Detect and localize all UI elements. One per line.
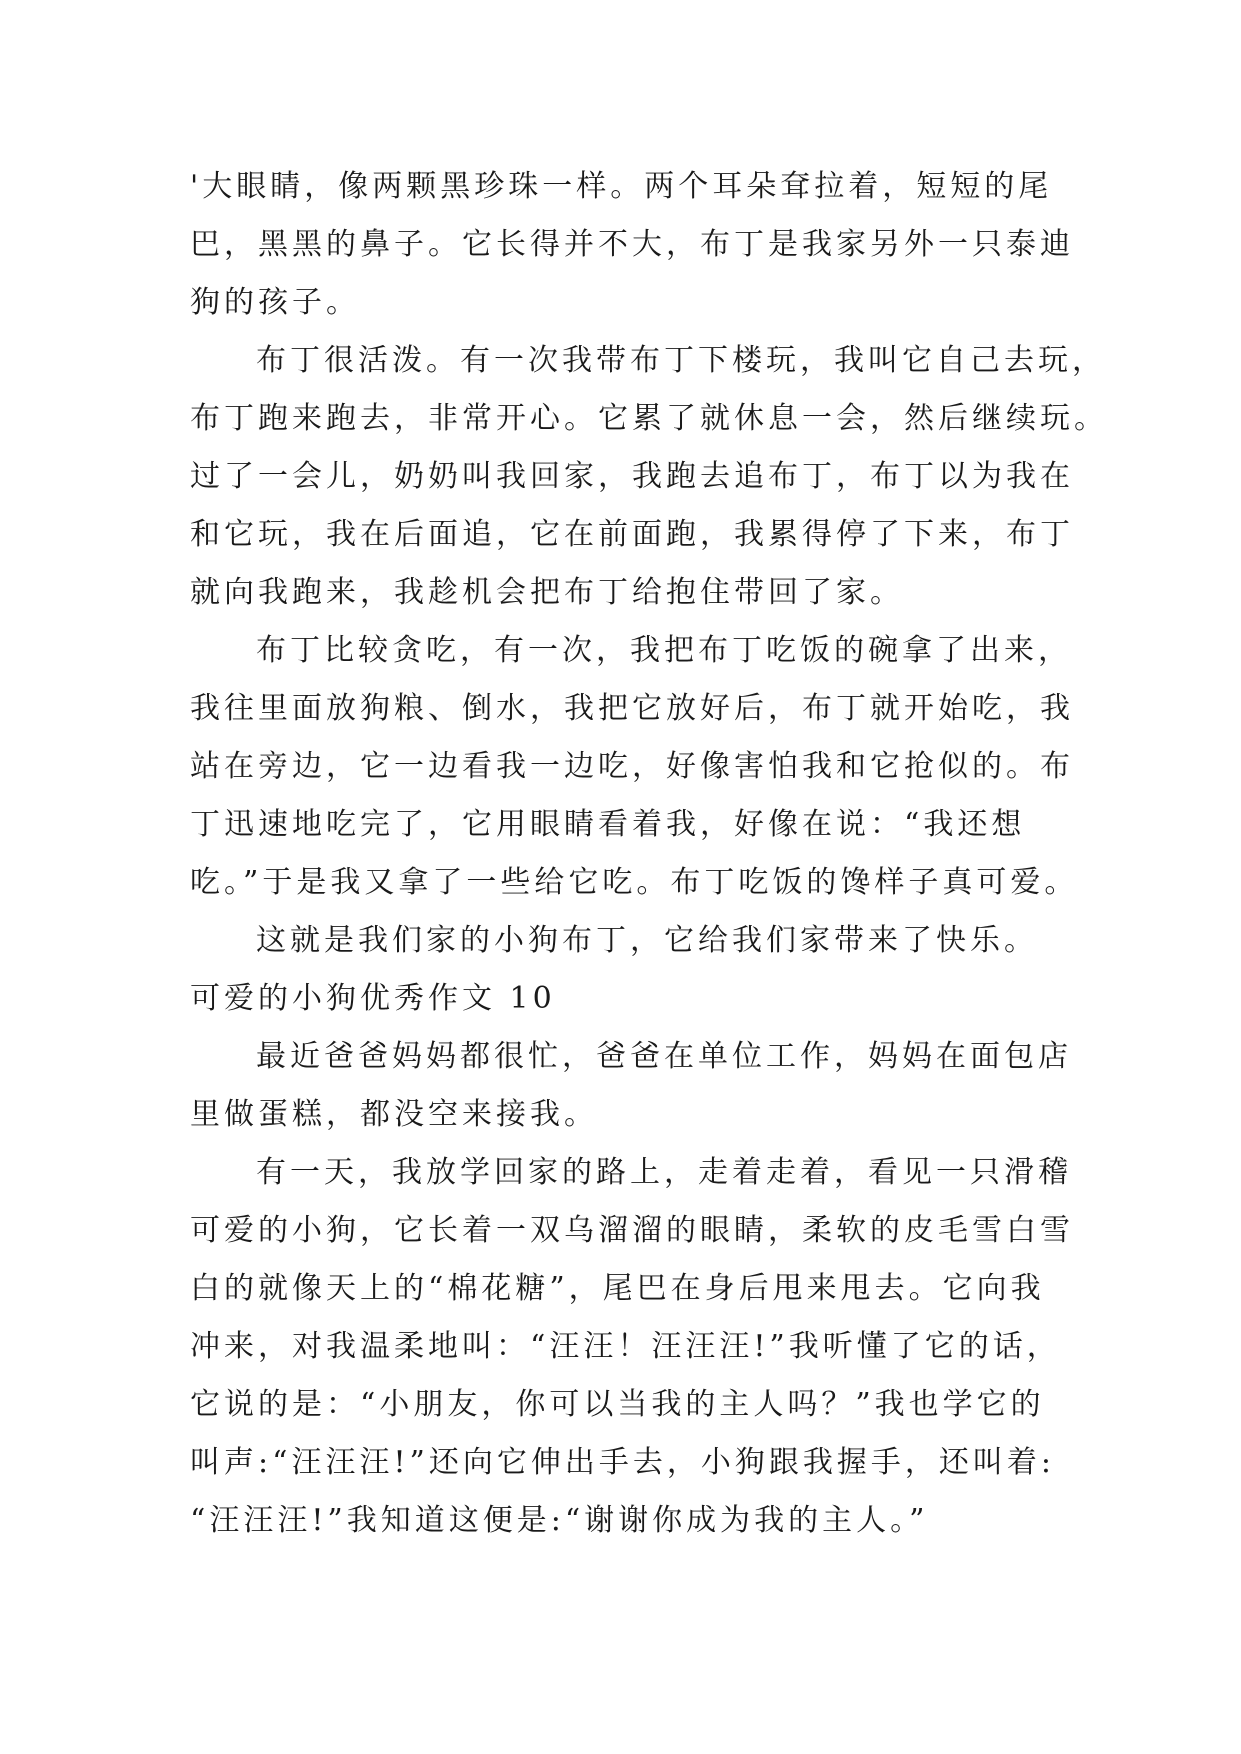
document-body: [190, 158, 1108, 1550]
text-line: 巴，黑黑的鼻子。它长得并不大，布丁是我家另外一只泰迪: [190, 227, 1074, 262]
text-line: 布丁很活泼。有一次我带布丁下楼玩，我叫它自己去玩，: [256, 343, 1106, 378]
text-line: 吃。”于是我又拿了一些给它吃。布丁吃饭的馋样子真可爱。: [190, 865, 1079, 900]
text-line: 可爱的小狗优秀作文 10: [190, 981, 556, 1016]
text-line: 过了一会儿，奶奶叫我回家，我跑去追布丁，布丁以为我在: [190, 459, 1074, 494]
text-line: 就向我跑来，我趁机会把布丁给抱住带回了家。: [190, 575, 904, 610]
text-line: 白的就像天上的“棉花糖”，尾巴在身后甩来甩去。它向我: [190, 1271, 1045, 1306]
text-line: 可爱的小狗，它长着一双乌溜溜的眼睛，柔软的皮毛雪白雪: [190, 1213, 1074, 1248]
text-line: 叫声:“汪汪汪!”还向它伸出手去，小狗跟我握手，还叫着:: [190, 1445, 1055, 1480]
text-line: 丁迅速地吃完了，它用眼睛看着我，好像在说：“我还想: [190, 807, 1026, 842]
text-line: 站在旁边，它一边看我一边吃，好像害怕我和它抢似的。布: [190, 749, 1074, 784]
text-line: 这就是我们家的小狗布丁，它给我们家带来了快乐。: [256, 923, 1038, 958]
text-line: 布丁跑来跑去，非常开心。它累了就休息一会，然后继续玩。: [190, 401, 1108, 436]
text-line: 和它玩，我在后面追，它在前面跑，我累得停了下来，布丁: [190, 517, 1074, 552]
text-line: 我往里面放狗粮、倒水，我把它放好后，布丁就开始吃，我: [190, 691, 1074, 726]
text-line: “汪汪汪!”我知道这便是:“谢谢你成为我的主人。”: [190, 1503, 929, 1538]
text-line: 它说的是：“小朋友，你可以当我的主人吗？”我也学它的: [190, 1387, 1045, 1422]
text-line: 里做蛋糕，都没空来接我。: [190, 1097, 598, 1132]
text-line: 冲来，对我温柔地叫：“汪汪！汪汪汪!”我听懂了它的话，: [190, 1329, 1061, 1364]
text-line: 最近爸爸妈妈都很忙，爸爸在单位工作，妈妈在面包店: [256, 1039, 1072, 1074]
text-line: 狗的孩子。: [190, 285, 360, 320]
text-line: '大眼睛，像两颗黑珍珠一样。两个耳朵耷拉着，短短的尾: [190, 169, 1053, 204]
text-line: 有一天，我放学回家的路上，走着走着，看见一只滑稽: [256, 1155, 1072, 1190]
text-line: 布丁比较贪吃，有一次，我把布丁吃饭的碗拿了出来，: [256, 633, 1072, 668]
